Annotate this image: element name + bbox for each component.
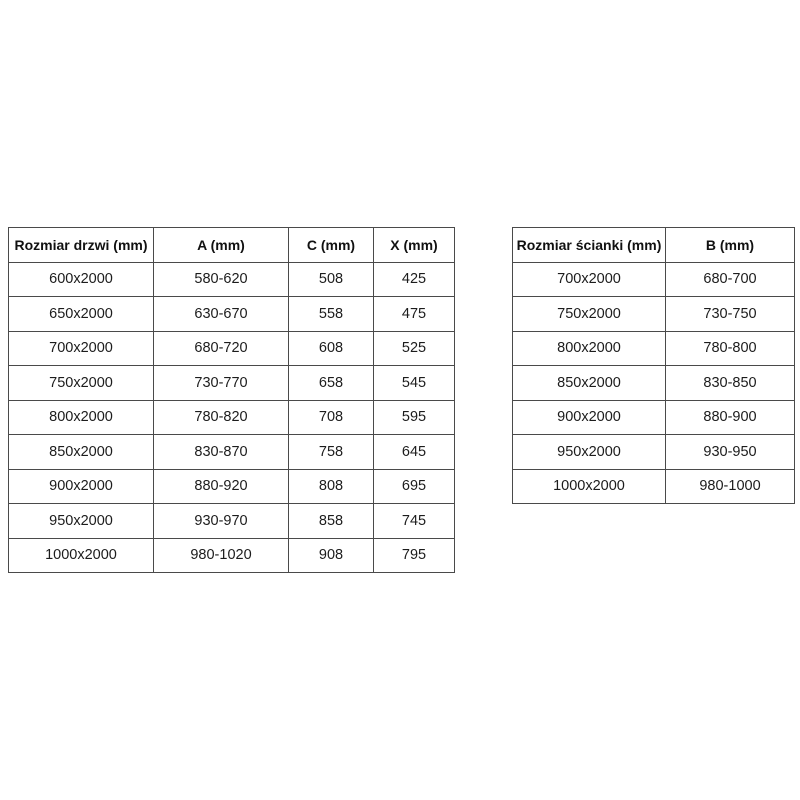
table-row xyxy=(9,297,455,332)
table-cell: 1000x2000 xyxy=(9,538,154,573)
table-cell: 908 xyxy=(289,538,374,573)
table-row xyxy=(9,262,455,297)
table-cell: 558 xyxy=(289,297,374,332)
table-cell: 800x2000 xyxy=(9,400,154,435)
table-cell: 525 xyxy=(374,331,455,366)
table-cell: 900x2000 xyxy=(513,400,666,435)
table-row xyxy=(9,331,455,366)
table-cell: 475 xyxy=(374,297,455,332)
table-cell: 508 xyxy=(289,262,374,297)
column-header: A (mm) xyxy=(154,228,289,263)
table-cell: 850x2000 xyxy=(9,435,154,470)
table-row xyxy=(9,366,455,401)
table-cell: 708 xyxy=(289,400,374,435)
table-cell: 645 xyxy=(374,435,455,470)
table-row xyxy=(513,366,795,401)
table-cell: 545 xyxy=(374,366,455,401)
table-cell: 758 xyxy=(289,435,374,470)
table-cell: 650x2000 xyxy=(9,297,154,332)
table-cell: 950x2000 xyxy=(513,435,666,470)
column-header: Rozmiar drzwi (mm) xyxy=(9,228,154,263)
table-row xyxy=(513,262,795,297)
table-cell: 608 xyxy=(289,331,374,366)
table-row xyxy=(513,435,795,470)
table-header-row xyxy=(9,228,455,263)
table-cell: 680-700 xyxy=(666,262,795,297)
table-cell: 700x2000 xyxy=(9,331,154,366)
table-cell: 780-820 xyxy=(154,400,289,435)
table-cell: 900x2000 xyxy=(9,469,154,504)
column-header: B (mm) xyxy=(666,228,795,263)
table-cell: 750x2000 xyxy=(513,297,666,332)
table-cell: 730-750 xyxy=(666,297,795,332)
table-cell: 880-900 xyxy=(666,400,795,435)
column-header: C (mm) xyxy=(289,228,374,263)
table-cell: 750x2000 xyxy=(9,366,154,401)
table-cell: 580-620 xyxy=(154,262,289,297)
table-cell: 595 xyxy=(374,400,455,435)
table-cell: 800x2000 xyxy=(513,331,666,366)
table-row xyxy=(513,297,795,332)
table-row xyxy=(9,504,455,539)
table-cell: 795 xyxy=(374,538,455,573)
table-row xyxy=(9,435,455,470)
table-cell: 930-950 xyxy=(666,435,795,470)
table-cell: 950x2000 xyxy=(9,504,154,539)
table-cell: 630-670 xyxy=(154,297,289,332)
column-header: X (mm) xyxy=(374,228,455,263)
table-cell: 980-1020 xyxy=(154,538,289,573)
table-cell: 1000x2000 xyxy=(513,469,666,504)
table-cell: 980-1000 xyxy=(666,469,795,504)
table-row xyxy=(9,400,455,435)
table-cell: 730-770 xyxy=(154,366,289,401)
table-header-row xyxy=(513,228,795,263)
table-row xyxy=(513,469,795,504)
table-cell: 930-970 xyxy=(154,504,289,539)
table-cell: 808 xyxy=(289,469,374,504)
table-cell: 600x2000 xyxy=(9,262,154,297)
wall-sizes-table xyxy=(512,227,795,504)
table-cell: 880-920 xyxy=(154,469,289,504)
door-sizes-table xyxy=(8,227,455,573)
table-cell: 850x2000 xyxy=(513,366,666,401)
column-header: Rozmiar ścianki (mm) xyxy=(513,228,666,263)
table-row xyxy=(9,469,455,504)
table-row xyxy=(9,538,455,573)
table-row xyxy=(513,400,795,435)
table-cell: 425 xyxy=(374,262,455,297)
table-cell: 745 xyxy=(374,504,455,539)
table-cell: 695 xyxy=(374,469,455,504)
table-row xyxy=(513,331,795,366)
table-cell: 700x2000 xyxy=(513,262,666,297)
table-cell: 858 xyxy=(289,504,374,539)
table-cell: 780-800 xyxy=(666,331,795,366)
table-cell: 830-850 xyxy=(666,366,795,401)
table-cell: 830-870 xyxy=(154,435,289,470)
table-cell: 658 xyxy=(289,366,374,401)
table-cell: 680-720 xyxy=(154,331,289,366)
